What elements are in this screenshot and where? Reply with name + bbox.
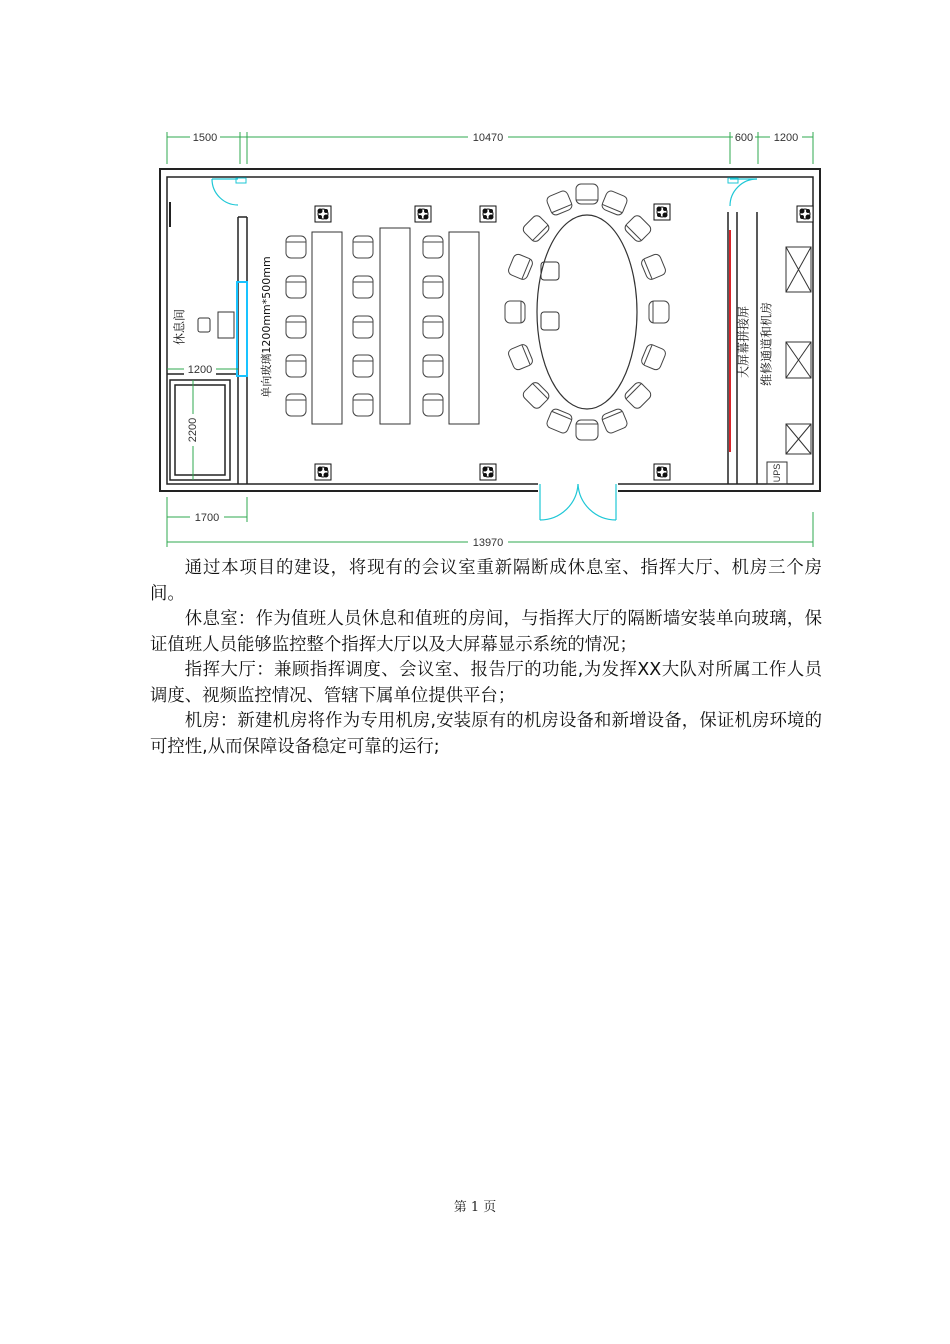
oval-chair — [576, 184, 598, 204]
body-text — [150, 556, 822, 760]
meeting-tables — [312, 228, 479, 424]
oval-chair — [601, 408, 629, 435]
main-double-door — [538, 480, 618, 520]
chair — [423, 276, 443, 298]
plant-pot — [480, 464, 496, 480]
chair — [423, 394, 443, 416]
dim-bottom-total: 13970 — [472, 537, 504, 549]
label-one-way-glass: 单向玻璃1200mm*500mm — [260, 256, 273, 398]
oval-chair — [545, 408, 573, 435]
oval-chair — [507, 253, 534, 281]
page-number: 第 1 页 — [453, 1200, 497, 1215]
oval-chair — [521, 381, 551, 411]
label-ups: UPS — [772, 463, 782, 483]
oval-table-center-chairs — [541, 262, 559, 330]
paragraph-intro: 通过本项目的建设，将现有的会议室重新隔断成休息室、指挥大厅、机房三个房间。 — [150, 558, 822, 604]
oval-chair — [640, 253, 667, 281]
oval-chair — [649, 301, 669, 323]
chair — [423, 236, 443, 258]
oval-chair — [505, 301, 525, 323]
plant-pot — [315, 206, 331, 222]
server-racks — [767, 247, 811, 484]
oval-table-chairs — [505, 184, 669, 440]
oval-chair — [576, 420, 598, 440]
oval-chair — [601, 190, 629, 217]
meeting-chairs — [286, 236, 443, 416]
oval-chair — [640, 343, 667, 371]
chair — [353, 355, 373, 377]
plant-pot — [797, 206, 813, 222]
paragraph-command-hall: 指挥大厅：兼顾指挥调度、会议室、报告厅的功能,为发挥XX大队对所属工作人员调度、视频监控情况、管辖下属单位提供平台； — [150, 660, 822, 706]
chair — [286, 316, 306, 338]
oval-chair — [623, 381, 653, 411]
chair — [353, 276, 373, 298]
plant-pot — [315, 464, 331, 480]
chair — [423, 316, 443, 338]
chair — [286, 394, 306, 416]
plant-pot — [415, 206, 431, 222]
plant-pot — [480, 206, 496, 222]
dim-top-right: 1200 — [773, 132, 799, 144]
rest-room-partition — [167, 217, 247, 484]
chair — [286, 236, 306, 258]
rest-room-desk — [198, 312, 234, 338]
paragraph-rest-room: 休息室：作为值班人员休息和值班的房间，与指挥大厅的隔断墙安装单向玻璃，保证值班人员能够监控整个指挥大厅以及大屏幕显示系统的情况； — [150, 609, 822, 655]
label-rest-room: 休息间 — [172, 308, 187, 346]
dim-top-left: 1500 — [192, 132, 218, 144]
dim-top-main: 10470 — [472, 132, 504, 144]
chair — [286, 355, 306, 377]
rest-room-door — [212, 179, 238, 205]
dim-rest-width: 1200 — [187, 364, 213, 376]
dim-rest-depth: 2200 — [187, 417, 199, 443]
paragraph-server-room: 机房：新建机房将作为专用机房,安装原有的机房设备和新增设备，保证机房环境的可控性,从而保障设备稳定可靠的运行; — [150, 711, 822, 757]
plant-pot — [654, 464, 670, 480]
oval-chair — [623, 214, 653, 244]
label-big-screen: 大屏幕拼接屏 — [736, 305, 751, 379]
dim-top-600: 600 — [734, 132, 754, 144]
chair — [353, 394, 373, 416]
oval-chair — [507, 343, 534, 371]
chair — [286, 276, 306, 298]
chair — [353, 316, 373, 338]
plant-pot — [654, 204, 670, 220]
chair — [353, 236, 373, 258]
oval-chair — [545, 190, 573, 217]
dim-bottom-left: 1700 — [194, 512, 220, 524]
chair — [423, 355, 443, 377]
floor-plan-diagram — [150, 122, 830, 552]
label-maintenance: 维修通道和机房 — [759, 301, 774, 387]
oval-chair — [521, 214, 551, 244]
